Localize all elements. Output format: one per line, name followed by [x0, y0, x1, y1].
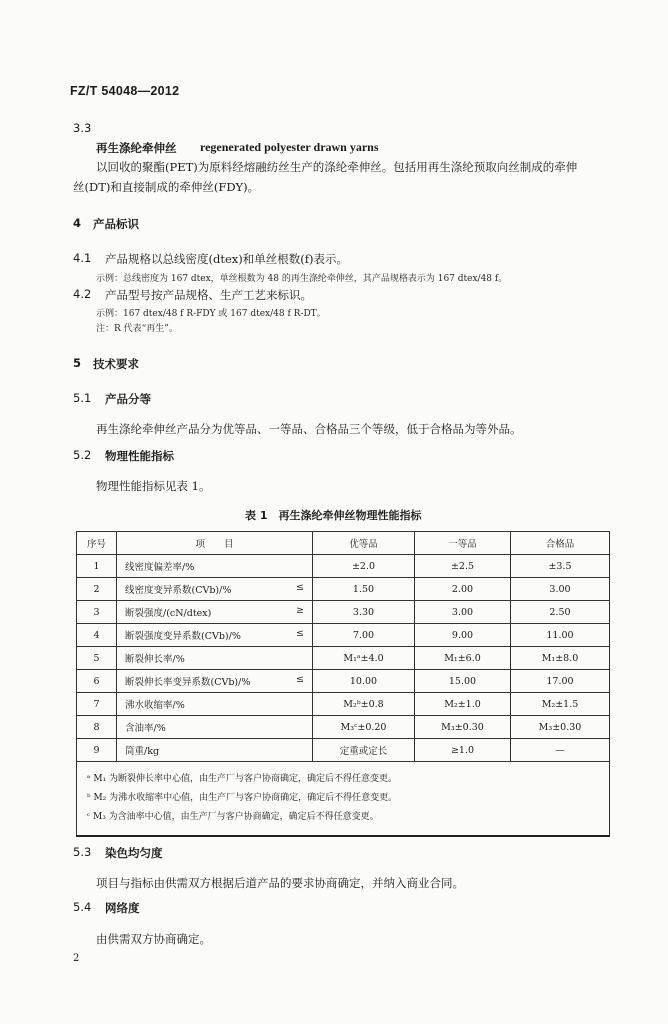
section-5-4-number: 5.4	[73, 900, 92, 914]
row-item-label: 线密度变异系数(CVb)/%	[125, 585, 232, 596]
table-row	[77, 670, 610, 693]
row-superior: 7.00	[313, 624, 415, 647]
section-5-3-number: 5.3	[73, 845, 92, 859]
section-5-2-number: 5.2	[73, 448, 92, 462]
row-item-label: 断裂强度变异系数(CVb)/%	[125, 631, 241, 642]
row-no: 6	[77, 670, 117, 693]
section-4-2-number: 4.2	[73, 287, 92, 301]
row-item	[117, 555, 313, 578]
row-superior: 1.50	[313, 578, 415, 601]
row-qualified: M₁±8.0	[511, 647, 610, 670]
section-4-number: 4	[73, 216, 82, 230]
row-superior: 3.30	[313, 601, 415, 624]
header-first-grade: 一等品	[415, 532, 511, 555]
section-5-1-text: 再生涤纶牵伸丝产品分为优等品、一等品、合格品三个等级，低于合格品为等外品。	[96, 422, 522, 436]
section-5-3-text: 项目与指标由供需双方根据后道产品的要求协商确定，并纳入商业合同。	[96, 876, 464, 890]
term-cn: 再生涤纶牵伸丝	[96, 141, 177, 155]
row-item-label: 含油率/%	[125, 723, 166, 734]
table-row	[77, 555, 610, 578]
row-item-label: 断裂伸长率变异系数(CVb)/%	[125, 677, 251, 688]
table-row	[77, 716, 610, 739]
section-5-2-text: 物理性能指标见表 1。	[96, 479, 211, 493]
row-first-grade: M₃±0.30	[415, 716, 511, 739]
section-5-title: 技术要求	[93, 357, 139, 371]
section-5-3-title: 染色均匀度	[105, 846, 163, 860]
row-no: 5	[77, 647, 117, 670]
row-first-grade: M₂±1.0	[415, 693, 511, 716]
section-4-2-example: 示例：167 dtex/48 f R-FDY 或 167 dtex/48 f R-DT。	[96, 309, 326, 319]
table-header-row	[77, 532, 610, 555]
table-caption: 表 1 再生涤纶牵伸丝物理性能指标	[245, 509, 422, 522]
row-item-label: 断裂伸长率/%	[125, 654, 185, 665]
row-first-grade: 3.00	[415, 601, 511, 624]
row-first-grade: ±2.5	[415, 555, 511, 578]
section-4-title: 产品标识	[93, 217, 139, 231]
row-superior: 10.00	[313, 670, 415, 693]
row-first-grade: M₁±6.0	[415, 647, 511, 670]
row-item-label: 线密度偏差率/%	[125, 562, 195, 573]
section-4-2-note: 注：R 代表“再生”。	[96, 324, 178, 334]
table-row	[77, 601, 610, 624]
row-first-grade: 2.00	[415, 578, 511, 601]
row-first-grade: 9.00	[415, 624, 511, 647]
row-qualified: M₃±0.30	[511, 716, 610, 739]
section-4-1-example: 示例：总线密度为 167 dtex，单丝根数为 48 的再生涤纶牵伸丝，其产品规格表示为 167 dtex/48 f。	[96, 274, 508, 284]
row-comparator: ≤	[296, 674, 304, 685]
header-no: 序号	[77, 532, 117, 555]
row-no: 9	[77, 739, 117, 762]
header-superior: 优等品	[313, 532, 415, 555]
table-note: ᶜ M₃ 为含油率中心值，由生产厂与客户协商确定，确定后不得任意变更。	[87, 812, 379, 822]
row-item	[117, 739, 313, 762]
row-no: 8	[77, 716, 117, 739]
row-qualified: 3.00	[511, 578, 610, 601]
row-no: 7	[77, 693, 117, 716]
row-item	[117, 647, 313, 670]
row-comparator: ≤	[296, 582, 304, 593]
page-number: 2	[73, 953, 80, 964]
row-no: 2	[77, 578, 117, 601]
row-comparator: ≥	[296, 605, 304, 616]
section-3-3-number: 3.3	[73, 121, 92, 135]
row-qualified: —	[511, 739, 610, 762]
section-4-1-text: 产品规格以总线密度(dtex)和单丝根数(f)表示。	[105, 252, 348, 266]
definition-line-2: 丝(DT)和直接制成的牵伸丝(FDY)。	[73, 180, 260, 194]
row-item	[117, 670, 313, 693]
section-5-2-title: 物理性能指标	[105, 449, 174, 463]
section-5-number: 5	[73, 356, 82, 370]
table-row	[77, 739, 610, 762]
header-qualified: 合格品	[511, 532, 610, 555]
table-note: ᵇ M₂ 为沸水收缩率中心值，由生产厂与客户协商确定，确定后不得任意变更。	[87, 793, 398, 803]
row-first-grade: ≥1.0	[415, 739, 511, 762]
row-superior: ±2.0	[313, 555, 415, 578]
standard-header: FZ/T 54048—2012	[70, 84, 180, 98]
section-5-1-number: 5.1	[73, 391, 92, 405]
row-item	[117, 624, 313, 647]
row-superior: M₃ᶜ±0.20	[313, 716, 415, 739]
row-item-label: 断裂强度/(cN/dtex)	[125, 608, 212, 619]
section-5-4-title: 网络度	[105, 901, 140, 915]
row-qualified: ±3.5	[511, 555, 610, 578]
term-en: regenerated polyester drawn yarns	[200, 140, 379, 154]
section-5-4-text: 由供需双方协商确定。	[96, 932, 211, 946]
physical-properties-table	[76, 531, 610, 837]
section-4-1-number: 4.1	[73, 251, 92, 265]
row-item	[117, 578, 313, 601]
row-qualified: 2.50	[511, 601, 610, 624]
row-superior: 定重或定长	[313, 739, 415, 762]
section-4-2-text: 产品型号按产品规格、生产工艺来标识。	[105, 288, 312, 302]
row-no: 1	[77, 555, 117, 578]
row-qualified: M₂±1.5	[511, 693, 610, 716]
row-no: 3	[77, 601, 117, 624]
row-no: 4	[77, 624, 117, 647]
definition-line-1: 以回收的聚酯(PET)为原料经熔融纺丝生产的涤纶牵伸丝。包括用再生涤纶预取向丝制成的牵伸	[96, 160, 578, 174]
row-superior: M₁ᵃ±4.0	[313, 647, 415, 670]
row-item	[117, 601, 313, 624]
row-qualified: 17.00	[511, 670, 610, 693]
section-5-1-title: 产品分等	[105, 392, 151, 406]
row-qualified: 11.00	[511, 624, 610, 647]
row-comparator: ≤	[296, 628, 304, 639]
table-row	[77, 693, 610, 716]
table-note: ᵃ M₁ 为断裂伸长率中心值，由生产厂与客户协商确定，确定后不得任意变更。	[87, 774, 398, 784]
row-first-grade: 15.00	[415, 670, 511, 693]
table-row	[77, 624, 610, 647]
row-item	[117, 716, 313, 739]
header-item: 项 目	[117, 532, 313, 555]
row-item-label: 筒重/kg	[125, 746, 160, 757]
row-item-label: 沸水收缩率/%	[125, 700, 185, 711]
row-superior: M₂ᵇ±0.8	[313, 693, 415, 716]
table-notes	[77, 762, 610, 837]
row-item	[117, 693, 313, 716]
table-row	[77, 578, 610, 601]
table-row	[77, 647, 610, 670]
table-notes-row	[77, 762, 610, 837]
